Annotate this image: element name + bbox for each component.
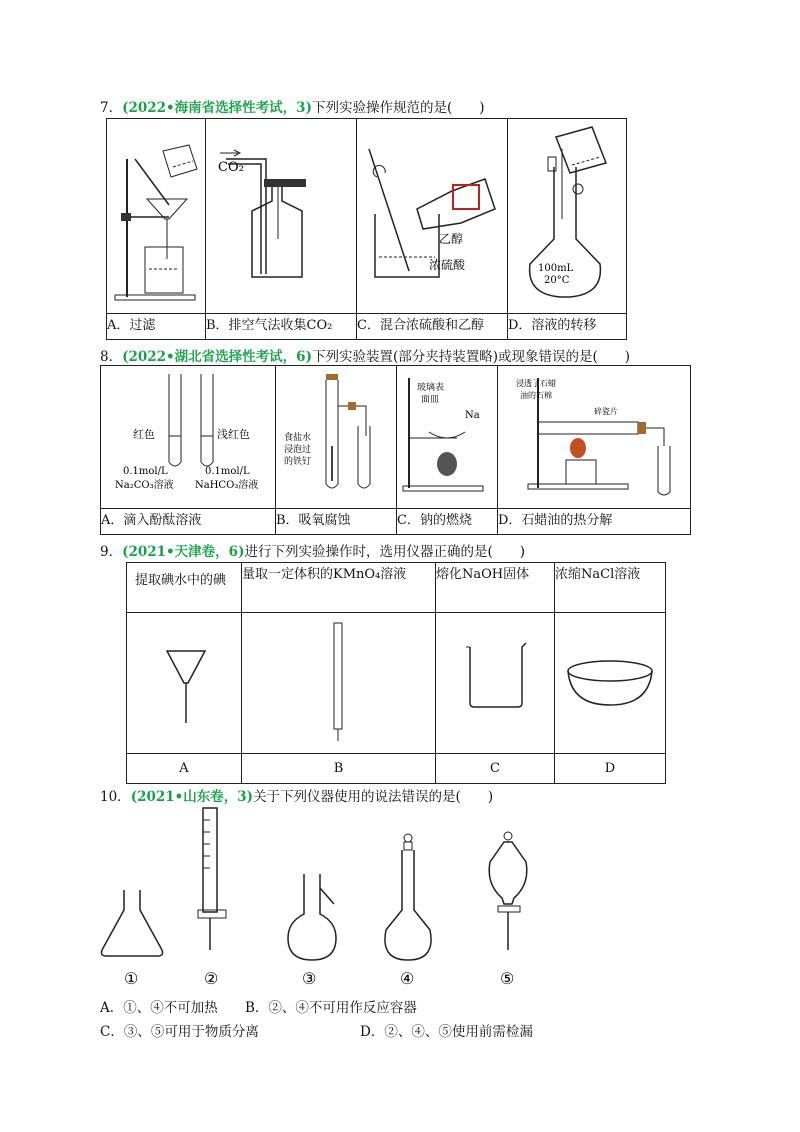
question-number: 8． (100, 349, 123, 365)
question-source: (2021•山东卷，3) (130, 789, 254, 805)
flask-temperature-label: 20°C (544, 275, 570, 286)
q10-option-c: C．③、⑤可用于物质分离 (100, 1024, 259, 1040)
concentration-label-1: 0.1mol/L (123, 466, 168, 477)
nail-label-2: 浸泡过 (284, 445, 312, 455)
co2-label: CO₂ (218, 160, 244, 175)
q8-figure-table (100, 365, 691, 535)
q9-header-c: 熔化NaOH固体 (436, 563, 555, 613)
q8-caption-d: D．石蜡油的热分解 (498, 509, 691, 535)
concentration-label-2: 0.1mol/L (205, 466, 250, 477)
q9-figure-a (127, 613, 242, 754)
question-7-header (100, 96, 485, 116)
flask-volume-label: 100mL (538, 263, 574, 274)
sulfuric-acid-label: 浓硫酸 (429, 258, 466, 272)
beaker-icon (436, 613, 554, 749)
question-stem: 关于下列仪器使用的说法错误的是( ) (253, 789, 494, 805)
light-red-label: 浅红色 (217, 428, 250, 441)
filtration-apparatus-icon (107, 119, 205, 309)
q7-caption-d: D．溶液的转移 (508, 314, 627, 340)
q9-header-d: 浓缩NaCl溶液 (555, 563, 666, 613)
q8-caption-b: B．吸氧腐蚀 (276, 509, 397, 535)
q9-header-b: 量取一定体积的KMnO₄溶液 (242, 563, 436, 613)
q7-caption-b: B．排空气法收集CO₂ (206, 314, 357, 340)
mark-4: ④ (400, 969, 415, 988)
question-stem: 进行下列实验操作时，选用仪器正确的是( ) (244, 544, 526, 560)
q9-header-a: 提取碘水中的碘 (127, 563, 242, 613)
acid-burette-icon (198, 808, 226, 950)
question-source: (2022•海南省选择性考试，3) (122, 100, 312, 116)
sodium-combustion-apparatus-icon (397, 366, 497, 504)
oxygen-corrosion-apparatus-icon (276, 366, 396, 504)
question-stem: 下列实验装置(部分夹持装置略)或现象错误的是( ) (311, 349, 631, 365)
ethanol-label: 乙醇 (439, 232, 464, 246)
q10-instruments (90, 800, 550, 990)
question-8-header (100, 345, 630, 365)
q10-option-b: B．②、④不可用作反应容器 (245, 1000, 417, 1016)
watch-glass-label-1: 玻璃表 (417, 383, 445, 393)
q7-figure-c (357, 119, 508, 314)
wax-label-2: 油的石棉 (520, 391, 552, 400)
question-stem: 下列实验操作规范的是( ) (311, 100, 485, 116)
question-number: 10． (100, 789, 131, 805)
q9-figure-c (436, 613, 555, 754)
question-number: 9． (100, 544, 123, 560)
question-number: 7． (100, 100, 123, 116)
q10-option-d: D．②、④、⑤使用前需检漏 (360, 1024, 533, 1040)
conical-flask-icon (102, 890, 163, 956)
q9-letter-b: B (242, 754, 436, 784)
q7-caption-a: A．过滤 (107, 314, 206, 340)
volumetric-flask-transfer-icon (508, 119, 626, 309)
q10-option-a: A．①、④不可加热 (100, 1000, 218, 1016)
mixing-beaker-icon (357, 119, 507, 309)
nail-label-3: 的铁钉 (284, 457, 312, 467)
mark-2: ② (204, 969, 219, 988)
question-source: (2022•湖北省选择性考试，6) (122, 349, 312, 365)
paraffin-decomposition-apparatus-icon (498, 366, 690, 504)
q7-figure-a (107, 119, 206, 314)
q8-figure-d (498, 366, 691, 509)
sodium-label: Na (465, 410, 480, 421)
solution-label-2: NaHCO₃溶液 (195, 480, 259, 491)
q9-figure-d (555, 613, 666, 754)
funnel-icon (127, 613, 241, 749)
distillation-flask-icon (288, 874, 336, 960)
gas-collection-bottle-icon (206, 119, 356, 309)
evaporating-dish-icon (555, 613, 665, 749)
q8-figure-b (276, 366, 397, 509)
porcelain-chip-label: 碎瓷片 (594, 407, 618, 416)
mark-5: ⑤ (500, 969, 515, 988)
q9-letter-d: D (555, 754, 666, 784)
q8-figure-c (397, 366, 498, 509)
test-tubes-icon (101, 366, 275, 504)
mark-1: ① (124, 969, 139, 988)
q9-letter-c: C (436, 754, 555, 784)
q7-figure-d (508, 119, 627, 314)
question-9-header (100, 540, 525, 560)
solution-label-1: Na₂CO₃溶液 (115, 480, 174, 491)
separating-funnel-icon (489, 832, 527, 950)
q9-figure-b (242, 613, 436, 754)
burette-icon (242, 613, 435, 749)
mark-3: ③ (302, 969, 317, 988)
q8-caption-c: C．钠的燃烧 (397, 509, 498, 535)
q9-letter-a: A (127, 754, 242, 784)
question-source: (2021•天津卷，6) (122, 544, 245, 560)
q9-table (126, 562, 666, 784)
q7-caption-c: C．混合浓硫酸和乙醇 (357, 314, 508, 340)
watch-glass-label-2: 面皿 (421, 395, 440, 405)
q7-figure-b (206, 119, 357, 314)
volumetric-flask-icon (385, 834, 431, 960)
wax-label-1: 浸透了石蜡 (516, 379, 556, 388)
nail-label-1: 食盐水 (284, 433, 312, 443)
red-label: 红色 (133, 428, 155, 441)
q7-figure-table (106, 118, 627, 340)
q8-figure-a (101, 366, 276, 509)
q8-caption-a: A．滴入酚酞溶液 (101, 509, 276, 535)
